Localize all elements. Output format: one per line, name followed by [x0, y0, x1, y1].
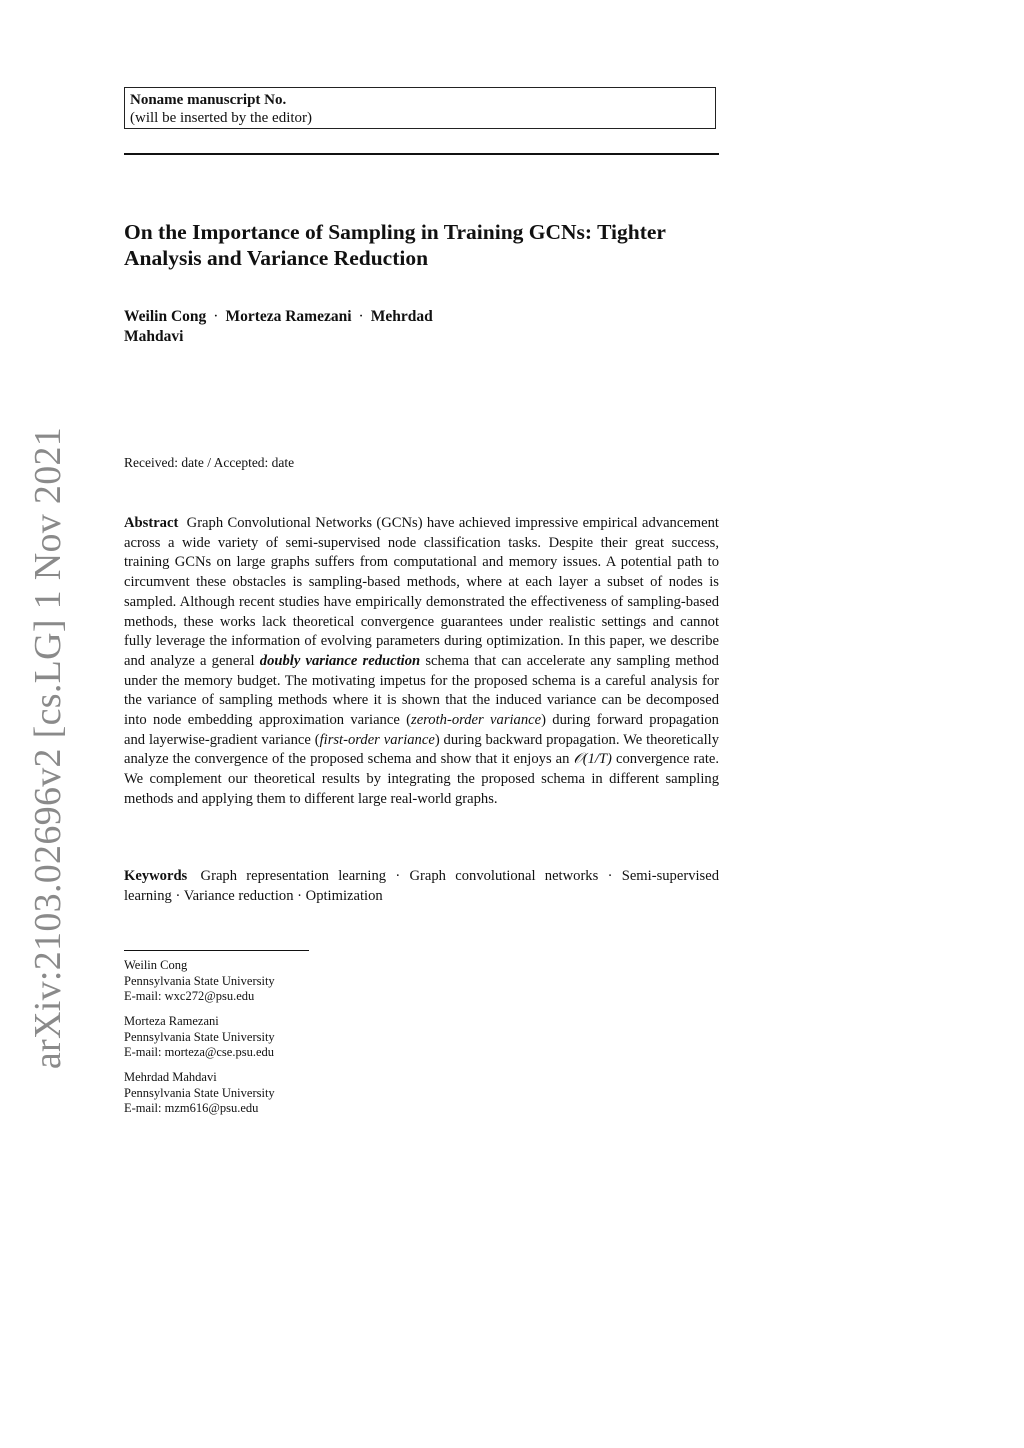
- abstract-emphasis: first-order variance: [319, 731, 435, 748]
- abstract-text: Graph Convolutional Networks (GCNs) have achieved impressive empirical advancement across a wide variety of semi-supervised node classification tasks. Despite their great success, training GCNs on large graphs suffers from computational and memory issues. A potential path to circumvent these obstacles is sampling-based methods, where at each layer a subset of nodes is sampled. Although recent studies have empirically demonstrated the effectiveness of sampling-based methods, these works lack theoretical convergence guarantees under realistic settings and cannot fully leverage the information of evolving parameters during optimization. In this paper, we describe and analyze a general: [124, 515, 719, 669]
- author-name: Weilin Cong: [124, 308, 207, 325]
- arxiv-identifier-stamp: arXiv:2103.02696v2 [cs.LG] 1 Nov 2021: [27, 426, 69, 1070]
- convergence-rate-formula: 𝒪(1/T): [573, 751, 612, 768]
- affiliation-name: Morteza Ramezani: [124, 1014, 219, 1028]
- keywords-label: Keywords: [124, 868, 188, 884]
- abstract-text: schema that can accelerate any sampling method under the memory budget. The motivating impetus for the proposed schema is a careful analysis for the variance of sampling methods where it is shown that the induced variance can be decomposed into node embedding approximation variance (: [124, 652, 719, 729]
- header-rule: [124, 153, 719, 155]
- affiliation-institution: Pennsylvania State University: [124, 1029, 275, 1044]
- affiliation-name: Mehrdad Mahdavi: [124, 1070, 217, 1084]
- abstract-text: ) during forward propagation and layerwise-gradient variance (: [124, 712, 719, 748]
- author-name: Morteza Ramezani: [225, 308, 352, 325]
- abstract: [124, 514, 719, 810]
- affiliation-name: Weilin Cong: [124, 958, 188, 972]
- affiliation-block: [124, 1070, 444, 1117]
- affiliation-block: [124, 958, 444, 1005]
- abstract-emphasis: doubly variance reduction: [259, 652, 421, 669]
- affiliation-institution: Pennsylvania State University: [124, 973, 275, 988]
- abstract-emphasis: zeroth-order variance: [411, 712, 542, 729]
- footnote-rule: [124, 950, 309, 951]
- author-list: [124, 307, 484, 347]
- manuscript-label: Noname manuscript No.: [130, 92, 287, 108]
- keywords: [124, 867, 719, 906]
- keywords-text: Graph representation learning · Graph convolutional networks · Semi-supervised learning · Variance reduction · Optimization: [124, 868, 719, 904]
- manuscript-number-box: [124, 87, 716, 129]
- author-separator: ·: [213, 308, 219, 325]
- affiliation-email: E-mail: wxc272@psu.edu: [124, 989, 255, 1004]
- editor-note: (will be inserted by the editor): [130, 110, 313, 126]
- abstract-label: Abstract: [124, 515, 179, 531]
- author-separator: ·: [358, 308, 364, 325]
- author-name: Mehrdad Mahdavi: [124, 308, 433, 345]
- abstract-text: convergence rate. We complement our theoretical results by integrating the proposed schema in different sampling methods and applying them to different large real-world graphs.: [124, 751, 720, 807]
- abstract-text: ) during backward propagation. We theoretically analyze the convergence of the proposed schema and show that it enjoys an: [124, 731, 720, 768]
- affiliation-block: [124, 1014, 444, 1061]
- paper-title: On the Importance of Sampling in Training GCNs: Tighter Analysis and Variance Reduction: [124, 220, 666, 270]
- affiliation-institution: Pennsylvania State University: [124, 1085, 275, 1100]
- received-accepted-line: Received: date / Accepted: date: [124, 455, 295, 470]
- affiliation-email: E-mail: morteza@cse.psu.edu: [124, 1045, 274, 1060]
- affiliation-email: E-mail: mzm616@psu.edu: [124, 1101, 259, 1116]
